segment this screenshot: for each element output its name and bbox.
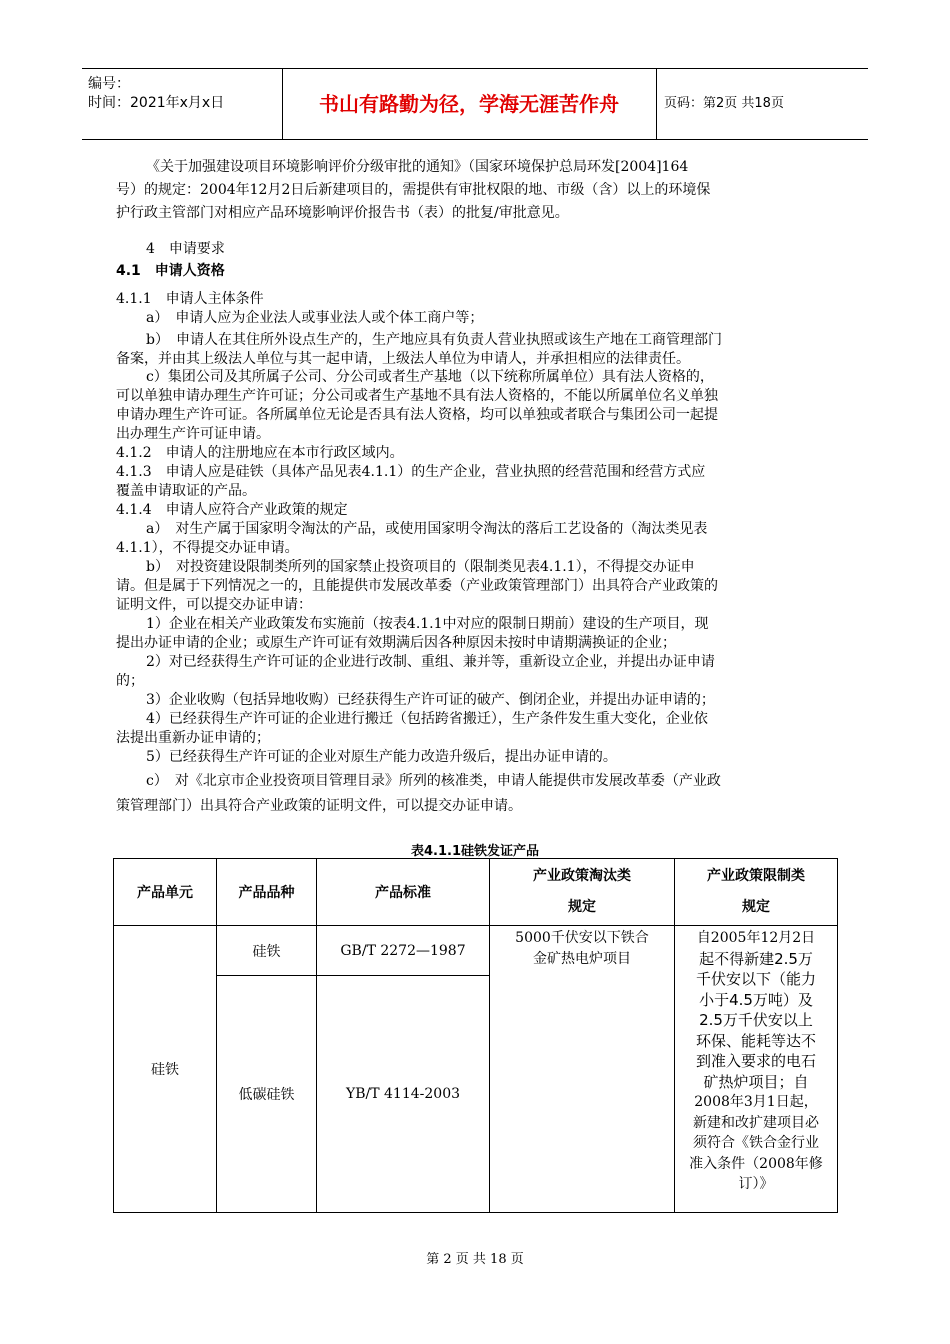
paragraph-line: c）集团公司及其所属子公司、分公司或者生产基地（以下统称所属单位）具有法人资格的， bbox=[146, 369, 714, 385]
header-eliminate bbox=[490, 859, 675, 926]
header-restrict bbox=[675, 859, 838, 926]
paragraph-line: b） 申请人在其住所外设点生产的，生产地应具有负责人营业执照或该生产地在工商管理部门 bbox=[146, 332, 722, 348]
subsection-heading: 4.1.3 申请人应是硅铁（具体产品见表4.1.1）的生产企业，营业执照的经营范围和经营方式应 bbox=[116, 464, 706, 480]
header-restrict-line2: 规定 bbox=[742, 899, 770, 915]
subsection-heading: 4.1.4 申请人应符合产业政策的规定 bbox=[116, 502, 348, 518]
paragraph-line: 的； bbox=[116, 673, 144, 689]
restrict-line: 小于4.5万吨）及 bbox=[699, 990, 813, 1009]
unit-cell: 硅铁 bbox=[114, 926, 217, 1213]
paragraph-line: a） 申请人应为企业法人或事业法人或个体工商户等； bbox=[146, 310, 484, 326]
restrict-line: 订）》 bbox=[738, 1176, 774, 1192]
restrict-line: 须符合《铁合金行业 bbox=[693, 1135, 819, 1151]
paragraph-line: a） 对生产属于国家明令淘汰的产品，或使用国家明令淘汰的落后工艺设备的（淘汰类见表 bbox=[146, 521, 708, 537]
paragraph-line: 《关于加强建设项目环境影响评价分级审批的通知》（国家环境保护总局环发[2004]164 bbox=[146, 159, 689, 175]
paragraph-line: 申请办理生产许可证。各所属单位无论是否具有法人资格，均可以单独或者联合与集团公司一起提 bbox=[116, 407, 718, 423]
paragraph-line: 3）企业收购（包括异地收购）已经获得生产许可证的破产、倒闭企业，并提出办证申请的； bbox=[146, 692, 715, 708]
restrict-line: 到准入要求的电石 bbox=[695, 1052, 816, 1070]
subsection-heading: 4.1.1 申请人主体条件 bbox=[116, 291, 264, 307]
eliminate-line: 5000千伏安以下铁合 bbox=[515, 930, 649, 946]
restrict-cell bbox=[675, 926, 838, 1213]
paragraph-line: 4）已经获得生产许可证的企业进行搬迁（包括跨省搬迁），生产条件发生重大变化，企业依 bbox=[146, 711, 708, 727]
paragraph-line: 1）企业在相关产业政策发布实施前（按表4.1.1中对应的限制日期前）建设的生产项目，现 bbox=[146, 616, 709, 632]
page-footer: 第 2 页 共 18 页 bbox=[426, 1252, 524, 1267]
variety-cell: 硅铁 bbox=[217, 926, 317, 976]
paragraph-line: 2）对已经获得生产许可证的企业进行改制、重组、兼并等，重新设立企业，并提出办证申请 bbox=[146, 654, 715, 670]
paragraph-line: b） 对投资建设限制类所列的国家禁止投资项目的（限制类见表4.1.1），不得提交办证申 bbox=[146, 559, 695, 575]
header-standard: 产品标准 bbox=[317, 859, 490, 926]
variety-cell: 低碳硅铁 bbox=[217, 976, 317, 1213]
table-caption: 表4.1.1硅铁发证产品 bbox=[410, 844, 539, 859]
product-table bbox=[113, 858, 838, 1213]
page-header bbox=[82, 68, 868, 140]
paragraph-line: 备案，并由其上级法人单位与其一起申请，上级法人单位为申请人，并承担相应的法律责任。 bbox=[116, 351, 690, 367]
header-motto: 书山有路勤为径，学海无涯苦作舟 bbox=[282, 69, 657, 139]
standard-cell: YB/T 4114-2003 bbox=[317, 976, 490, 1213]
header-variety: 产品品种 bbox=[217, 859, 317, 926]
restrict-line: 矿热炉项目；自 bbox=[703, 1072, 809, 1091]
paragraph-line: c） 对《北京市企业投资项目管理目录》所列的核准类，申请人能提供市发展改革委（产业政 bbox=[146, 773, 721, 789]
number-label: 编号： bbox=[88, 76, 130, 92]
section-heading-4: 4 申请要求 bbox=[146, 241, 225, 257]
time-label: 时间：2021年x月x日 bbox=[88, 95, 225, 111]
restrict-line: 2008年3月1日起， bbox=[694, 1094, 818, 1110]
header-eliminate-line1: 产业政策淘汰类 bbox=[533, 868, 631, 884]
paragraph-line: 5）已经获得生产许可证的企业对原生产能力改造升级后，提出办证申请的。 bbox=[146, 749, 617, 765]
paragraph-line: 可以单独申请办理生产许可证；分公司或者生产基地不具有法人资格的，不能以所属单位名义单独 bbox=[116, 388, 718, 404]
eliminate-line: 金矿热电炉项目 bbox=[533, 950, 631, 967]
paragraph-line: 覆盖申请取证的产品。 bbox=[116, 483, 256, 499]
table-header-row bbox=[114, 859, 838, 926]
paragraph-line: 号）的规定：2004年12月2日后新建项目的，需提供有审批权限的地、市级（含）以上的环境保 bbox=[116, 182, 711, 198]
header-eliminate-line2: 规定 bbox=[568, 899, 596, 915]
paragraph-line: 证明文件，可以提交办证申请： bbox=[116, 597, 312, 613]
standard-cell: GB/T 2272—1987 bbox=[317, 926, 490, 976]
header-unit: 产品单元 bbox=[114, 859, 217, 926]
section-heading-4-1: 4.1 申请人资格 bbox=[116, 263, 225, 279]
eliminate-cell bbox=[490, 926, 675, 1213]
restrict-line: 自2005年12月2日 bbox=[696, 930, 816, 946]
restrict-line: 准入条件（2008年修 bbox=[689, 1155, 823, 1172]
paragraph-line: 法提出重新办证申请的； bbox=[116, 730, 270, 746]
paragraph-line: 策管理部门）出具符合产业政策的证明文件，可以提交办证申请。 bbox=[116, 798, 522, 814]
restrict-line: 2.5万千伏安以上 bbox=[699, 1011, 813, 1029]
restrict-line: 千伏安以下（能力 bbox=[695, 970, 816, 988]
restrict-line: 环保、能耗等达不 bbox=[695, 1031, 816, 1050]
restrict-line: 起不得新建2.5万 bbox=[699, 949, 813, 968]
header-meta bbox=[82, 69, 283, 139]
header-page-info: 页码：第2页 共18页 bbox=[664, 96, 784, 111]
paragraph-line: 请。但是属于下列情况之一的，且能提供市发展改革委（产业政策管理部门）出具符合产业政策的 bbox=[116, 578, 718, 594]
header-restrict-line1: 产业政策限制类 bbox=[707, 868, 805, 884]
paragraph-line: 出办理生产许可证申请。 bbox=[116, 426, 270, 442]
paragraph-line: 提出办证申请的企业；或原生产许可证有效期满后因各种原因未按时申请期满换证的企业； bbox=[116, 635, 676, 651]
subsection-heading: 4.1.2 申请人的注册地应在本市行政区域内。 bbox=[116, 445, 404, 461]
restrict-line: 新建和改扩建项目必 bbox=[693, 1114, 819, 1131]
table-row bbox=[114, 926, 838, 976]
paragraph-line: 护行政主管部门对相应产品环境影响评价报告书（表）的批复/审批意见。 bbox=[116, 205, 569, 221]
paragraph-line: 4.1.1），不得提交办证申请。 bbox=[116, 540, 299, 556]
